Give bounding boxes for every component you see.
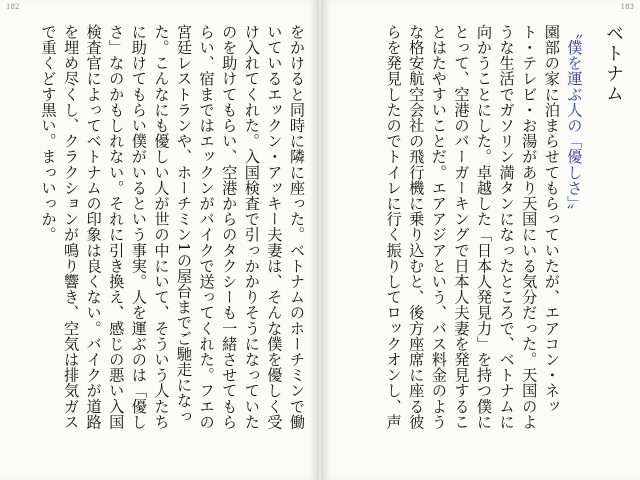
left-page[interactable] xyxy=(0,0,318,480)
page-number-right: 183 xyxy=(620,3,634,11)
text-line: ト・テレビ・お湯があり天国にいる気分だった。天国のよ xyxy=(520,24,539,430)
text-line: 向かうことにした。卓越した「日本人発見力」を持つ僕に xyxy=(475,24,494,430)
text-line: らい、宿まではエックンがバイクで送ってくれた。フエの xyxy=(197,24,216,430)
text-line: のを助けてもらい、空港からのタクシーも一緒させてもら xyxy=(220,24,239,430)
right-page[interactable] xyxy=(322,0,640,480)
page-number-left: 182 xyxy=(6,3,20,11)
text-line: をかけると同時に隣に座った。ベトナムのホーチミンで働 xyxy=(288,24,306,430)
text-line: な格安航空会社の飛行機に乗り込むと、後方座席に座る彼 xyxy=(407,24,426,430)
text-line: さ」なのかもしれない。それに引き換え、感じの悪い入国 xyxy=(107,24,126,430)
text-line: とって、空港のバーガーキングで日本人夫妻を発見するこ xyxy=(452,24,471,430)
text-line: け入れてくれた。入国検査で引っかかりそうになっていた xyxy=(242,24,261,430)
text-line: を埋め尽くし、クラクションが鳴り響き、空気は排気ガス xyxy=(62,24,81,430)
text-line: とはたやすいことだ。エアアジアという、バス料金のよう xyxy=(429,24,448,430)
text-line: らを発見したのでトイレに行く振りしてロックオンし、声 xyxy=(384,24,403,430)
left-page-text xyxy=(37,24,308,430)
text-line: で重くどす黒い。まっいっか。 xyxy=(39,24,58,243)
subtitle-part: 〝僕を運ぶ人の xyxy=(565,24,584,134)
text-line: 検査官によってベトナムの印象は良くない。バイクが道路 xyxy=(84,24,103,430)
text-line: 園部の家に泊まらせてもらっていたが、エアコン・ネッ xyxy=(542,24,561,414)
chapter-subtitle xyxy=(563,24,586,430)
text-line: いているエックン・アッキー夫妻は、そんな僕を優しく受 xyxy=(265,24,284,430)
text-line: 宮廷レストランや、ホーチミン1の屋台までご馳走になっ xyxy=(175,24,194,425)
text-line: た。こんなにも優しい人が世の中にいて、そういう人たち xyxy=(152,24,171,430)
right-page-text xyxy=(382,24,624,430)
chapter-title: ベトナム xyxy=(603,24,624,104)
text-line: に助けてもらい僕がいるという事実。人を運ぶのは「優し xyxy=(129,24,148,430)
subtitle-highlight: 「優しさ」〟 xyxy=(565,133,584,220)
text-line: うな生活でガソリン満タンになったところで、ベトナムに xyxy=(497,24,516,430)
